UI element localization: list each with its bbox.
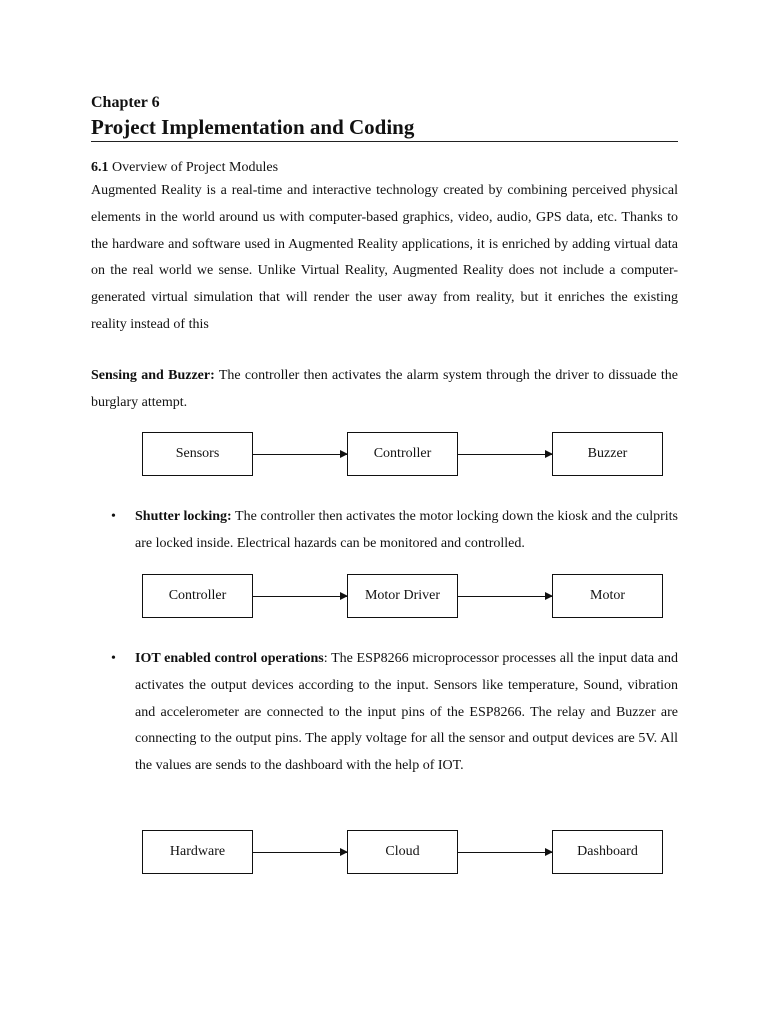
sensing-text: The controller then activates the alarm system through the driver to dissuade the burglary attempt. xyxy=(91,367,679,410)
flow-box-cloud: Cloud xyxy=(347,830,458,874)
section-title: Overview of Project Modules xyxy=(112,160,279,175)
flow-arrow xyxy=(253,852,347,853)
flow-diagram-iot xyxy=(0,830,768,892)
flow-box-motor-driver: Motor Driver xyxy=(347,574,458,618)
flow-box-motor: Motor xyxy=(552,574,663,618)
section-number: 6.1 xyxy=(91,160,109,175)
flow-diagram-shutter xyxy=(0,574,768,636)
flow-arrow xyxy=(253,454,347,455)
iot-label: IOT enabled control operations xyxy=(135,650,324,666)
flow-arrow xyxy=(458,852,552,853)
flow-arrow xyxy=(458,596,552,597)
shutter-label: Shutter locking: xyxy=(135,509,232,525)
flow-arrow xyxy=(253,596,347,597)
flow-box-controller: Controller xyxy=(347,432,458,476)
bullet-icon: • xyxy=(111,650,116,666)
shutter-text: The controller then activates the motor locking down the kiosk and the culprits are locked inside. Electrical hazards can be monitored and controlled. xyxy=(135,509,678,552)
chapter-title: Project Implementation and Coding xyxy=(91,114,678,142)
flow-diagram-sensing xyxy=(0,432,768,494)
document-page xyxy=(91,92,678,892)
flow-box-controller: Controller xyxy=(142,574,253,618)
bullet-iot-operations xyxy=(91,646,678,780)
flow-box-hardware: Hardware xyxy=(142,830,253,874)
sensing-paragraph xyxy=(91,363,678,417)
flow-arrow xyxy=(458,454,552,455)
section-heading xyxy=(91,158,678,178)
flow-box-buzzer: Buzzer xyxy=(552,432,663,476)
bullet-shutter-locking xyxy=(91,504,678,558)
bullet-icon: • xyxy=(111,509,116,525)
flow-box-sensors: Sensors xyxy=(142,432,253,476)
sensing-label: Sensing and Buzzer: xyxy=(91,367,215,383)
flow-box-dashboard: Dashboard xyxy=(552,830,663,874)
intro-paragraph: Augmented Reality is a real-time and interactive technology created by combining perceived physical elements in the world around us with computer-based graphics, video, audio, GPS data, etc. Thanks to the hardware and software used in Augmented Reality applications, it is enriched by adding virtual data on the real world we sense. Unlike Virtual Reality, Augmented Reality does not include a computer-generated virtual simulation that will render the user away from reality, but it enriches the existing reality instead of this xyxy=(91,183,678,332)
chapter-label: Chapter 6 xyxy=(91,94,160,111)
iot-text: : The ESP8266 microprocessor processes all the input data and activates the output devices according to the input. Sensors like temperature, Sound, vibration and accelerometer are connected to the input pins of the ESP8266. The relay and Buzzer are connecting to the output pins. The apply voltage for all the sensor and output devices are 5V. All the values are sends to the dashboard with the help of IOT. xyxy=(135,650,678,774)
